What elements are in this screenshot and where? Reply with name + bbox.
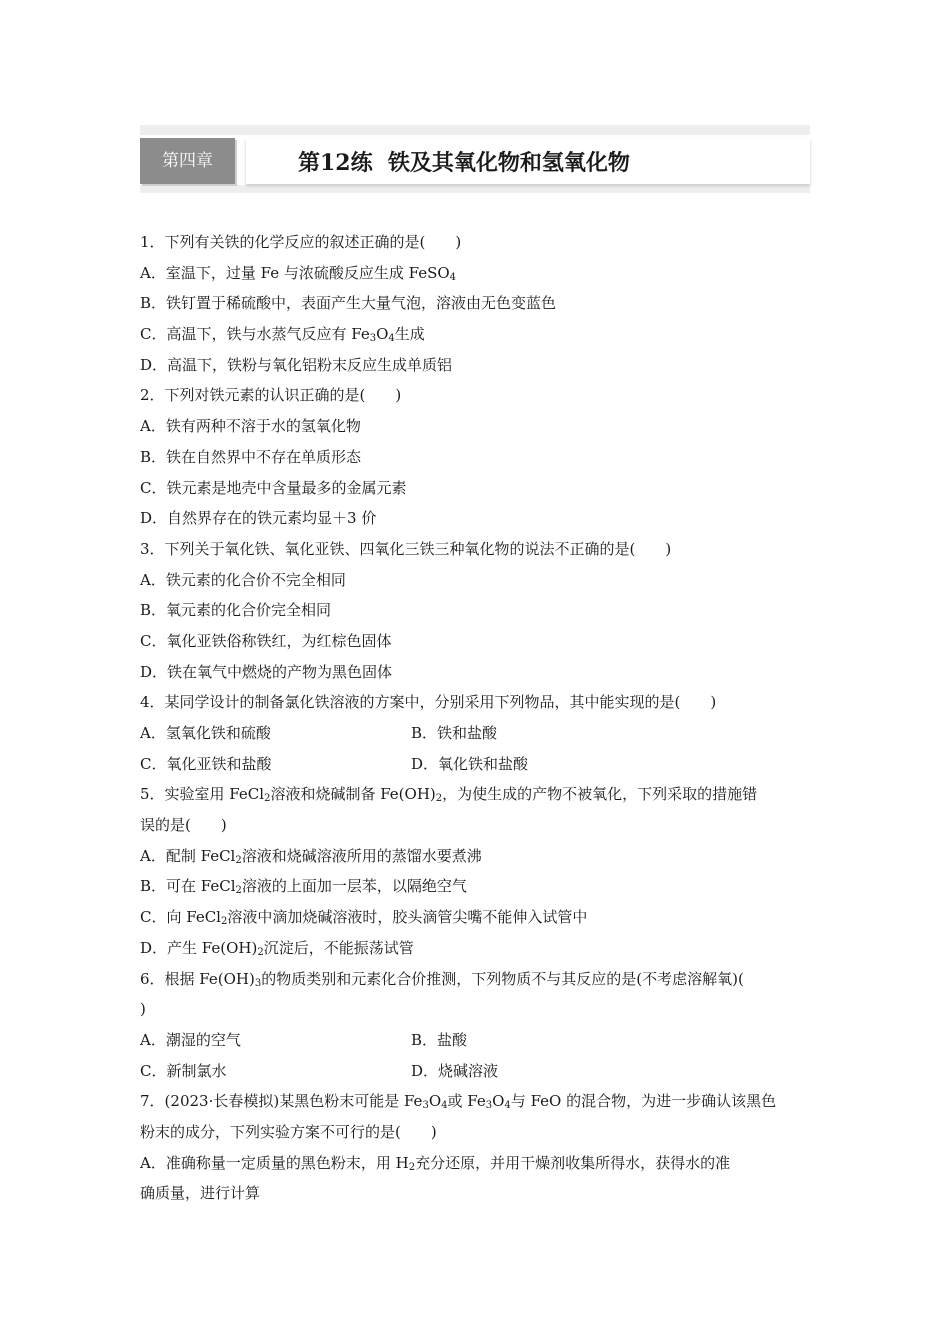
question-4-option-b: B．铁和盐酸 bbox=[411, 724, 498, 742]
question-2-option-d: D．自然界存在的铁元素均显＋3 价 bbox=[140, 509, 377, 528]
question-4-option-a: A．氢氧化铁和硫酸 bbox=[140, 724, 271, 742]
question-1-option-c: C．高温下，铁与水蒸气反应有 $Fe_3O_4$生成 bbox=[140, 325, 425, 345]
question-list bbox=[140, 227, 810, 1209]
question-4-option-c: C．氧化亚铁和盐酸 bbox=[140, 754, 272, 773]
question-7-stem: 7．(2023·长春模拟)某黑色粉末可能是 $Fe_3O_4$或 $Fe_3O_4$与 FeO 的混合物，为进一步确认该黑色 bbox=[140, 1092, 777, 1112]
question-1-option-b: B．铁钉置于稀硫酸中，表面产生大量气泡，溶液由无色变蓝色 bbox=[140, 294, 557, 313]
title-box bbox=[246, 138, 810, 184]
question-5-option-b: B．可在 FeCl$_2$溶液的上面加一层苯，以隔绝空气 bbox=[140, 877, 467, 897]
question-2-stem: 2．下列对铁元素的认识正确的是( ) bbox=[140, 386, 402, 405]
question-6-option-d: D．烧碱溶液 bbox=[411, 1061, 499, 1080]
question-6-option-a: A．潮湿的空气 bbox=[140, 1030, 241, 1049]
page-title: 第12练 铁及其氧化物和氢氧化物 bbox=[298, 150, 630, 176]
question-1-option-a: A．室温下，过量 Fe 与浓硫酸反应生成 FeSO$_4$ bbox=[140, 263, 457, 283]
question-5-option-a: A．配制 FeCl$_2$溶液和烧碱溶液所用的蒸馏水要煮沸 bbox=[140, 846, 482, 866]
question-5-option-c: C．向 FeCl$_2$溶液中滴加烧碱溶液时，胶头滴管尖嘴不能伸入试管中 bbox=[140, 908, 588, 928]
question-6-stem: 6．根据 $Fe(OH)_3$的物质类别和元素化合价推测，下列物质不与其反应的是(不考虑溶解氧)( bbox=[140, 969, 744, 989]
question-6-option-b: B．盐酸 bbox=[411, 1030, 468, 1049]
question-2-option-b: B．铁在自然界中不存在单质形态 bbox=[140, 447, 362, 466]
question-6-option-c: C．新制氯水 bbox=[140, 1061, 227, 1080]
question-7-option-a: A．准确称量一定质量的黑色粉末，用 $H_2$充分还原，并用干燥剂收集所得水，获得水的准 bbox=[140, 1153, 731, 1173]
question-6-options-row-1 bbox=[140, 1025, 810, 1056]
question-6-stem-line-2: ) bbox=[140, 1000, 146, 1019]
question-2-option-c: C．铁元素是地壳中含量最多的金属元素 bbox=[140, 478, 407, 497]
question-4-options-row-1 bbox=[140, 718, 810, 749]
question-3-option-d: D．铁在氧气中燃烧的产物为黑色固体 bbox=[140, 662, 393, 681]
question-1-stem: 1．下列有关铁的化学反应的叙述正确的是( ) bbox=[140, 233, 462, 251]
question-7-stem-line-2: 粉末的成分，下列实验方案不可行的是( ) bbox=[140, 1122, 437, 1141]
question-3-option-b: B．氧元素的化合价完全相同 bbox=[140, 601, 332, 620]
question-3-option-a: A．铁元素的化合价不完全相同 bbox=[140, 570, 346, 589]
question-1-option-d: D．高温下，铁粉与氧化铝粉末反应生成单质铝 bbox=[140, 355, 453, 374]
question-5-option-d: D．产生 $Fe(OH)_2$沉淀后，不能振荡试管 bbox=[140, 938, 414, 958]
question-5-stem-line-2: 误的是( ) bbox=[140, 816, 227, 835]
question-3-option-c: C．氧化亚铁俗称铁红，为红棕色固体 bbox=[140, 631, 392, 650]
question-4-option-d: D．氧化铁和盐酸 bbox=[411, 754, 529, 773]
question-6-options-row-2 bbox=[140, 1056, 810, 1087]
chapter-tab: 第四章 bbox=[140, 138, 235, 184]
question-5-stem: 5．实验室用 FeCl$_2$溶液和烧碱制备 $Fe(OH)_2$，为使生成的产物不被氧化，下列采取的措施错 bbox=[140, 785, 758, 805]
question-7-option-a-line-2: 确质量，进行计算 bbox=[140, 1184, 261, 1203]
question-3-stem: 3．下列关于氧化铁、氧化亚铁、四氧化三铁三种氧化物的说法不正确的是( ) bbox=[140, 539, 672, 558]
question-2-option-a: A．铁有两种不溶于水的氢氧化物 bbox=[140, 417, 361, 436]
question-4-options-row-2 bbox=[140, 749, 810, 780]
question-4-stem: 4．某同学设计的制备氯化铁溶液的方案中，分别采用下列物品，其中能实现的是( ) bbox=[140, 693, 717, 712]
